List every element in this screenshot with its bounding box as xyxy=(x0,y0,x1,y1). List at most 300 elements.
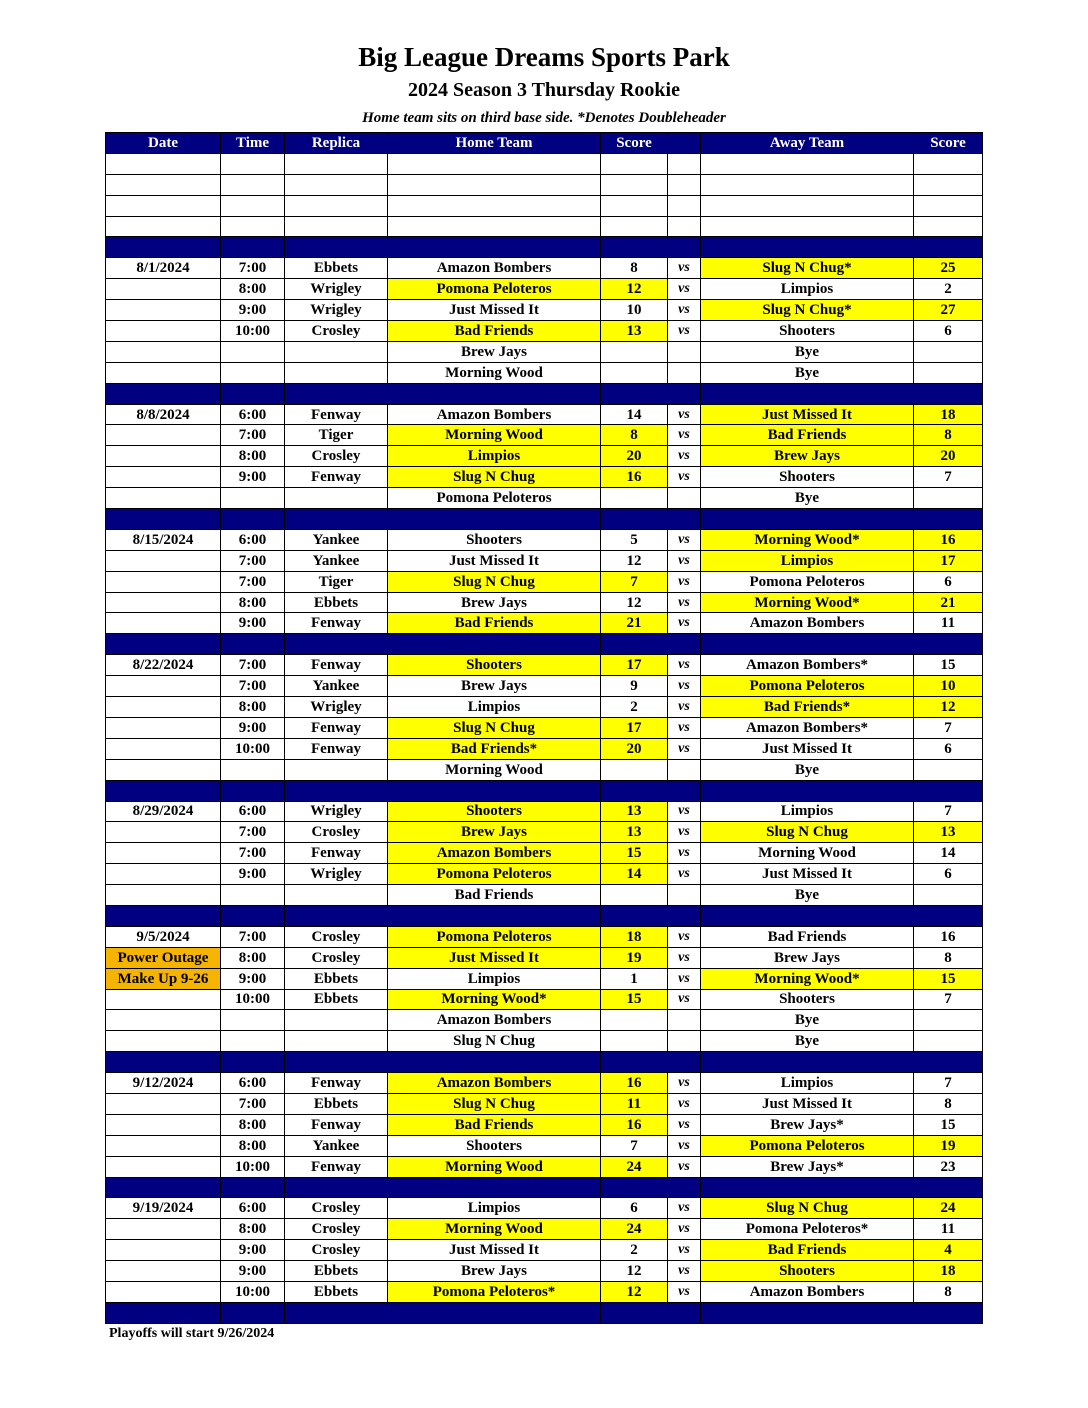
game-row xyxy=(106,926,983,947)
away-score-cell: 15 xyxy=(914,968,983,989)
vs-cell: vs xyxy=(668,425,701,446)
week-separator-row xyxy=(106,780,983,801)
separator-cell xyxy=(668,1052,701,1073)
game-row xyxy=(106,1093,983,1114)
replica-cell: Yankee xyxy=(285,676,388,697)
away-score-cell: 6 xyxy=(914,738,983,759)
date-cell xyxy=(106,279,221,300)
vs-cell: vs xyxy=(668,1261,701,1282)
date-cell xyxy=(106,446,221,467)
home-score-cell: 12 xyxy=(601,1281,668,1302)
separator-cell xyxy=(701,1052,914,1073)
vs-cell: vs xyxy=(668,926,701,947)
away-score-cell: 24 xyxy=(914,1198,983,1219)
footer-note: Playoffs will start 9/26/2024 xyxy=(109,1326,275,1341)
replica-cell: Fenway xyxy=(285,1156,388,1177)
date-cell xyxy=(106,1156,221,1177)
home-score-cell: 14 xyxy=(601,404,668,425)
date-cell: 8/8/2024 xyxy=(106,404,221,425)
away-score-cell: 18 xyxy=(914,1261,983,1282)
away-team-cell: Pomona Peloteros* xyxy=(701,1219,914,1240)
week-separator-row xyxy=(106,237,983,258)
vs-cell: vs xyxy=(668,1093,701,1114)
away-team-cell: Bye xyxy=(701,1010,914,1031)
time-cell: 8:00 xyxy=(221,1114,285,1135)
home-score-cell xyxy=(601,885,668,906)
replica-cell xyxy=(285,759,388,780)
vs-cell: vs xyxy=(668,571,701,592)
game-row xyxy=(106,300,983,321)
vs-cell: vs xyxy=(668,279,701,300)
col-header-away-team: Away Team xyxy=(701,133,914,154)
away-team-cell: Brew Jays* xyxy=(701,1114,914,1135)
home-score-cell: 18 xyxy=(601,926,668,947)
date-cell xyxy=(106,1135,221,1156)
home-score-cell: 11 xyxy=(601,1093,668,1114)
home-team-cell: Bad Friends xyxy=(388,885,601,906)
blank-cell xyxy=(106,216,221,237)
away-team-cell: Bye xyxy=(701,759,914,780)
game-row xyxy=(106,717,983,738)
game-row xyxy=(106,843,983,864)
vs-cell: vs xyxy=(668,1073,701,1094)
replica-cell: Ebbets xyxy=(285,1261,388,1282)
replica-cell: Tiger xyxy=(285,571,388,592)
blank-row xyxy=(106,153,983,174)
replica-cell xyxy=(285,1010,388,1031)
replica-cell: Crosley xyxy=(285,822,388,843)
date-cell: 8/15/2024 xyxy=(106,529,221,550)
away-team-cell: Bye xyxy=(701,362,914,383)
home-score-cell: 1 xyxy=(601,968,668,989)
home-team-cell: Brew Jays xyxy=(388,1261,601,1282)
home-score-cell xyxy=(601,759,668,780)
vs-cell xyxy=(668,488,701,509)
time-cell: 6:00 xyxy=(221,404,285,425)
game-row xyxy=(106,529,983,550)
replica-cell: Ebbets xyxy=(285,989,388,1010)
home-team-cell: Brew Jays xyxy=(388,341,601,362)
time-cell: 8:00 xyxy=(221,947,285,968)
time-cell: 9:00 xyxy=(221,864,285,885)
replica-cell: Fenway xyxy=(285,467,388,488)
separator-cell xyxy=(701,383,914,404)
away-score-cell xyxy=(914,759,983,780)
away-score-cell: 12 xyxy=(914,697,983,718)
separator-cell xyxy=(388,509,601,530)
vs-cell xyxy=(668,362,701,383)
away-team-cell: Morning Wood* xyxy=(701,592,914,613)
home-score-cell xyxy=(601,362,668,383)
away-score-cell xyxy=(914,341,983,362)
away-team-cell: Slug N Chug* xyxy=(701,300,914,321)
away-team-cell: Amazon Bombers xyxy=(701,1281,914,1302)
away-score-cell: 7 xyxy=(914,989,983,1010)
date-cell xyxy=(106,321,221,342)
separator-cell xyxy=(701,905,914,926)
separator-cell xyxy=(285,383,388,404)
date-cell xyxy=(106,467,221,488)
away-team-cell: Bad Friends xyxy=(701,425,914,446)
vs-cell: vs xyxy=(668,613,701,634)
time-cell xyxy=(221,1031,285,1052)
away-score-cell: 15 xyxy=(914,1114,983,1135)
date-cell xyxy=(106,1219,221,1240)
time-cell: 10:00 xyxy=(221,321,285,342)
date-cell: 8/22/2024 xyxy=(106,655,221,676)
away-team-cell: Limpios xyxy=(701,279,914,300)
away-score-cell: 25 xyxy=(914,258,983,279)
date-cell xyxy=(106,341,221,362)
separator-cell xyxy=(221,1302,285,1323)
away-team-cell: Limpios xyxy=(701,1073,914,1094)
week-separator-row xyxy=(106,509,983,530)
replica-cell: Crosley xyxy=(285,1198,388,1219)
time-cell: 8:00 xyxy=(221,592,285,613)
time-cell: 9:00 xyxy=(221,467,285,488)
separator-cell xyxy=(668,509,701,530)
away-team-cell: Bad Friends xyxy=(701,1240,914,1261)
vs-cell: vs xyxy=(668,1240,701,1261)
away-team-cell: Bad Friends xyxy=(701,926,914,947)
date-cell: 9/12/2024 xyxy=(106,1073,221,1094)
game-row xyxy=(106,738,983,759)
home-team-cell: Bad Friends xyxy=(388,321,601,342)
page-subtitle: 2024 Season 3 Thursday Rookie xyxy=(408,79,680,101)
game-row xyxy=(106,1031,983,1052)
home-score-cell: 12 xyxy=(601,592,668,613)
vs-cell: vs xyxy=(668,801,701,822)
blank-cell xyxy=(601,216,668,237)
home-team-cell: Limpios xyxy=(388,446,601,467)
game-row xyxy=(106,404,983,425)
separator-cell xyxy=(668,780,701,801)
week-separator-row xyxy=(106,634,983,655)
away-score-cell: 18 xyxy=(914,404,983,425)
home-score-cell: 10 xyxy=(601,300,668,321)
away-score-cell: 14 xyxy=(914,843,983,864)
vs-cell: vs xyxy=(668,1114,701,1135)
time-cell: 6:00 xyxy=(221,529,285,550)
blank-cell xyxy=(388,195,601,216)
date-cell xyxy=(106,697,221,718)
time-cell: 7:00 xyxy=(221,655,285,676)
date-cell xyxy=(106,1031,221,1052)
vs-cell: vs xyxy=(668,864,701,885)
home-score-cell: 2 xyxy=(601,1240,668,1261)
separator-cell xyxy=(601,1052,668,1073)
away-team-cell: Morning Wood* xyxy=(701,968,914,989)
vs-cell: vs xyxy=(668,717,701,738)
separator-cell xyxy=(914,1052,983,1073)
replica-cell: Fenway xyxy=(285,1073,388,1094)
game-row xyxy=(106,864,983,885)
home-team-cell: Slug N Chug xyxy=(388,1031,601,1052)
blank-cell xyxy=(668,195,701,216)
home-team-cell: Just Missed It xyxy=(388,947,601,968)
home-team-cell: Morning Wood xyxy=(388,759,601,780)
date-cell xyxy=(106,613,221,634)
date-cell xyxy=(106,1240,221,1261)
separator-cell xyxy=(285,780,388,801)
separator-cell xyxy=(285,237,388,258)
replica-cell: Tiger xyxy=(285,425,388,446)
home-team-cell: Morning Wood xyxy=(388,1219,601,1240)
time-cell: 9:00 xyxy=(221,1240,285,1261)
away-team-cell: Pomona Peloteros xyxy=(701,571,914,592)
home-team-cell: Morning Wood xyxy=(388,425,601,446)
vs-cell: vs xyxy=(668,321,701,342)
home-score-cell: 21 xyxy=(601,613,668,634)
replica-cell: Fenway xyxy=(285,738,388,759)
separator-cell xyxy=(701,780,914,801)
home-team-cell: Brew Jays xyxy=(388,592,601,613)
away-score-cell: 8 xyxy=(914,1281,983,1302)
vs-cell: vs xyxy=(668,676,701,697)
home-team-cell: Just Missed It xyxy=(388,300,601,321)
week-separator-row xyxy=(106,1052,983,1073)
separator-cell xyxy=(668,1302,701,1323)
away-score-cell: 17 xyxy=(914,550,983,571)
vs-cell: vs xyxy=(668,1135,701,1156)
separator-cell xyxy=(914,1302,983,1323)
blank-cell xyxy=(668,153,701,174)
page-title: Big League Dreams Sports Park xyxy=(358,42,730,72)
game-row xyxy=(106,613,983,634)
separator-cell xyxy=(668,1177,701,1198)
date-cell xyxy=(106,676,221,697)
separator-cell xyxy=(668,634,701,655)
date-cell xyxy=(106,885,221,906)
game-row xyxy=(106,759,983,780)
time-cell: 10:00 xyxy=(221,989,285,1010)
replica-cell: Yankee xyxy=(285,529,388,550)
blank-cell xyxy=(106,153,221,174)
home-score-cell xyxy=(601,1031,668,1052)
away-score-cell: 13 xyxy=(914,822,983,843)
blank-cell xyxy=(914,195,983,216)
away-score-cell: 27 xyxy=(914,300,983,321)
separator-cell xyxy=(106,1177,221,1198)
time-cell xyxy=(221,759,285,780)
separator-cell xyxy=(106,1302,221,1323)
vs-cell: vs xyxy=(668,947,701,968)
blank-cell xyxy=(701,195,914,216)
separator-cell xyxy=(285,905,388,926)
home-score-cell: 13 xyxy=(601,321,668,342)
date-cell: 8/29/2024 xyxy=(106,801,221,822)
date-cell xyxy=(106,300,221,321)
separator-cell xyxy=(914,634,983,655)
date-cell xyxy=(106,1093,221,1114)
replica-cell: Crosley xyxy=(285,321,388,342)
home-team-cell: Pomona Peloteros xyxy=(388,279,601,300)
home-team-cell: Amazon Bombers xyxy=(388,843,601,864)
blank-cell xyxy=(701,216,914,237)
away-team-cell: Bye xyxy=(701,488,914,509)
away-team-cell: Brew Jays xyxy=(701,947,914,968)
time-cell: 8:00 xyxy=(221,279,285,300)
time-cell: 6:00 xyxy=(221,1198,285,1219)
date-cell: 9/5/2024 xyxy=(106,926,221,947)
replica-cell: Fenway xyxy=(285,717,388,738)
time-cell: 7:00 xyxy=(221,425,285,446)
away-score-cell: 8 xyxy=(914,947,983,968)
game-row xyxy=(106,446,983,467)
separator-cell xyxy=(106,634,221,655)
separator-cell xyxy=(106,383,221,404)
home-team-cell: Morning Wood xyxy=(388,1156,601,1177)
separator-cell xyxy=(106,780,221,801)
date-cell: Make Up 9-26 xyxy=(106,968,221,989)
away-score-cell: 6 xyxy=(914,864,983,885)
week-separator-row xyxy=(106,905,983,926)
separator-cell xyxy=(388,634,601,655)
date-cell xyxy=(106,571,221,592)
separator-cell xyxy=(601,237,668,258)
away-score-cell: 6 xyxy=(914,571,983,592)
blank-cell xyxy=(285,174,388,195)
away-score-cell: 7 xyxy=(914,467,983,488)
separator-cell xyxy=(285,1177,388,1198)
replica-cell: Ebbets xyxy=(285,1093,388,1114)
time-cell: 7:00 xyxy=(221,843,285,864)
blank-cell xyxy=(701,174,914,195)
separator-cell xyxy=(668,905,701,926)
blank-cell xyxy=(914,174,983,195)
away-score-cell: 20 xyxy=(914,446,983,467)
home-team-cell: Shooters xyxy=(388,1135,601,1156)
game-row xyxy=(106,947,983,968)
time-cell: 9:00 xyxy=(221,717,285,738)
separator-cell xyxy=(388,1177,601,1198)
vs-cell xyxy=(668,885,701,906)
away-team-cell: Just Missed It xyxy=(701,404,914,425)
vs-cell: vs xyxy=(668,550,701,571)
home-score-cell: 2 xyxy=(601,697,668,718)
home-score-cell xyxy=(601,488,668,509)
game-row xyxy=(106,425,983,446)
vs-cell: vs xyxy=(668,446,701,467)
blank-cell xyxy=(221,153,285,174)
replica-cell: Fenway xyxy=(285,613,388,634)
home-score-cell: 12 xyxy=(601,1261,668,1282)
vs-cell: vs xyxy=(668,738,701,759)
separator-cell xyxy=(388,905,601,926)
separator-cell xyxy=(221,1177,285,1198)
separator-cell xyxy=(285,509,388,530)
time-cell: 8:00 xyxy=(221,1219,285,1240)
separator-cell xyxy=(285,1052,388,1073)
away-score-cell: 16 xyxy=(914,529,983,550)
week-separator-row xyxy=(106,1177,983,1198)
time-cell: 6:00 xyxy=(221,1073,285,1094)
away-score-cell: 2 xyxy=(914,279,983,300)
schedule-table xyxy=(105,132,983,1324)
replica-cell: Ebbets xyxy=(285,968,388,989)
replica-cell: Fenway xyxy=(285,404,388,425)
separator-cell xyxy=(221,780,285,801)
replica-cell: Ebbets xyxy=(285,258,388,279)
home-score-cell: 15 xyxy=(601,989,668,1010)
date-cell xyxy=(106,425,221,446)
page-note: Home team sits on third base side. *Denotes Doubleheader xyxy=(362,110,726,126)
away-score-cell: 8 xyxy=(914,1093,983,1114)
blank-cell xyxy=(221,216,285,237)
separator-cell xyxy=(701,634,914,655)
separator-cell xyxy=(221,237,285,258)
game-row xyxy=(106,362,983,383)
separator-cell xyxy=(388,1302,601,1323)
home-score-cell: 12 xyxy=(601,279,668,300)
away-team-cell: Amazon Bombers xyxy=(701,613,914,634)
time-cell: 7:00 xyxy=(221,571,285,592)
away-score-cell xyxy=(914,885,983,906)
date-cell xyxy=(106,550,221,571)
home-score-cell: 14 xyxy=(601,864,668,885)
away-score-cell xyxy=(914,488,983,509)
away-team-cell: Limpios xyxy=(701,550,914,571)
home-score-cell: 24 xyxy=(601,1219,668,1240)
game-row xyxy=(106,1156,983,1177)
home-score-cell: 19 xyxy=(601,947,668,968)
vs-cell xyxy=(668,1031,701,1052)
replica-cell: Crosley xyxy=(285,1219,388,1240)
home-score-cell: 17 xyxy=(601,655,668,676)
home-team-cell: Shooters xyxy=(388,529,601,550)
home-score-cell: 8 xyxy=(601,425,668,446)
away-team-cell: Shooters xyxy=(701,467,914,488)
replica-cell: Wrigley xyxy=(285,801,388,822)
time-cell: 7:00 xyxy=(221,676,285,697)
game-row xyxy=(106,488,983,509)
blank-cell xyxy=(914,153,983,174)
away-score-cell xyxy=(914,1010,983,1031)
separator-cell xyxy=(601,1177,668,1198)
away-team-cell: Amazon Bombers* xyxy=(701,717,914,738)
home-score-cell: 12 xyxy=(601,550,668,571)
home-score-cell xyxy=(601,1010,668,1031)
date-cell xyxy=(106,759,221,780)
separator-cell xyxy=(285,1302,388,1323)
away-team-cell: Slug N Chug* xyxy=(701,258,914,279)
replica-cell: Crosley xyxy=(285,947,388,968)
col-header-away-score: Score xyxy=(914,133,983,154)
time-cell xyxy=(221,488,285,509)
replica-cell: Fenway xyxy=(285,843,388,864)
away-score-cell: 11 xyxy=(914,1219,983,1240)
time-cell: 7:00 xyxy=(221,1093,285,1114)
separator-cell xyxy=(701,237,914,258)
home-score-cell: 9 xyxy=(601,676,668,697)
home-team-cell: Pomona Peloteros xyxy=(388,926,601,947)
home-team-cell: Amazon Bombers xyxy=(388,1010,601,1031)
vs-cell: vs xyxy=(668,300,701,321)
home-team-cell: Limpios xyxy=(388,968,601,989)
separator-cell xyxy=(601,780,668,801)
replica-cell: Ebbets xyxy=(285,1281,388,1302)
away-team-cell: Just Missed It xyxy=(701,864,914,885)
game-row xyxy=(106,1010,983,1031)
game-row xyxy=(106,822,983,843)
blank-cell xyxy=(106,174,221,195)
week-separator-row xyxy=(106,1302,983,1323)
time-cell: 8:00 xyxy=(221,1135,285,1156)
away-score-cell: 7 xyxy=(914,1073,983,1094)
home-team-cell: Bad Friends* xyxy=(388,738,601,759)
replica-cell xyxy=(285,341,388,362)
time-cell: 10:00 xyxy=(221,738,285,759)
